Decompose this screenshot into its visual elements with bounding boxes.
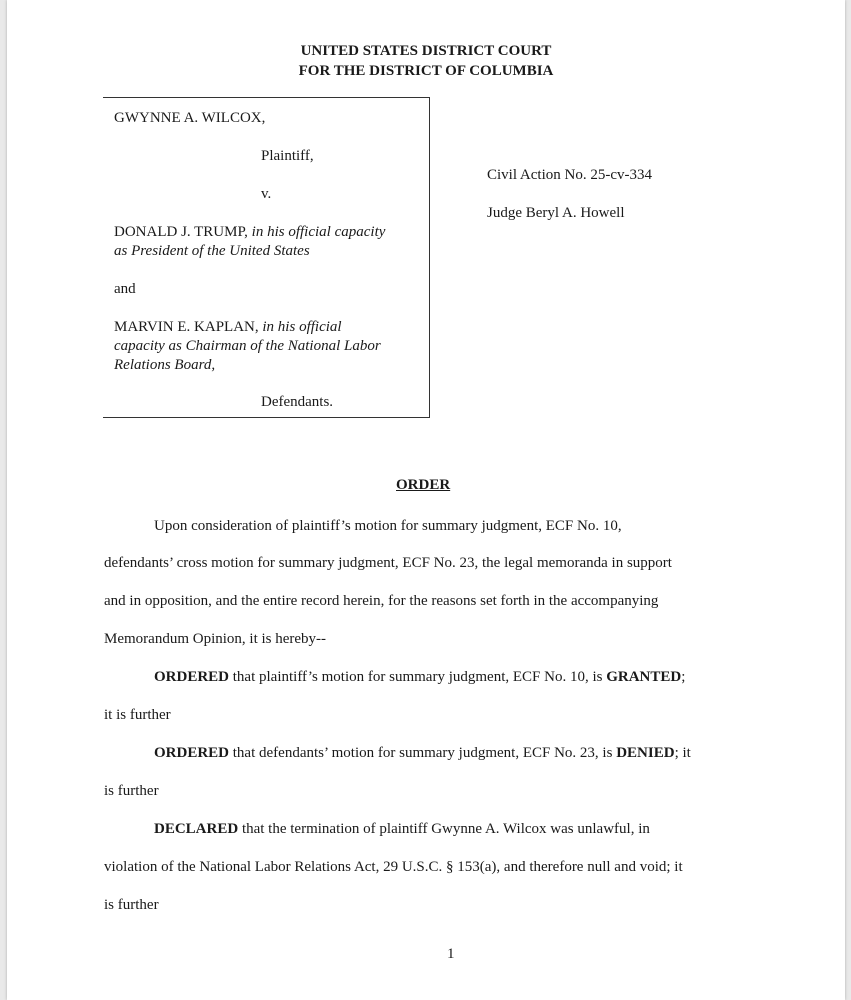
intro-line-1: Upon consideration of plaintiff’s motion for summary judgment, ECF No. 10,	[154, 518, 622, 534]
defendant1-name: DONALD J. TRUMP,	[114, 224, 248, 240]
intro-line-3: and in opposition, and the entire record herein, for the reasons set forth in the accompanying	[104, 593, 659, 609]
order-heading: ORDER	[396, 477, 451, 493]
order-paragraph-1	[154, 667, 685, 687]
intro-line-2: defendants’ cross motion for summary judgment, ECF No. 23, the legal memoranda in support	[104, 555, 672, 571]
civil-action-number: Civil Action No. 25-cv-334	[487, 167, 652, 183]
and-label: and	[114, 281, 136, 297]
court-name-line1: UNITED STATES DISTRICT COURT	[300, 43, 552, 59]
defendant1-line1	[114, 223, 385, 242]
p3-continuation: is further	[104, 897, 159, 913]
defendant2-line3	[114, 356, 215, 375]
p1-end: ;	[681, 669, 686, 685]
declared-keyword: DECLARED	[154, 821, 239, 837]
p1-text: that plaintiff’s motion for summary judgment, ECF No. 10, is	[229, 669, 607, 685]
defendant1-capacity-a: in his official capacity	[251, 224, 386, 240]
defendant2-capacity-b: capacity as Chairman of the National Labor	[114, 338, 381, 354]
defendant2-capacity-a: in his official	[262, 319, 342, 335]
court-name-line2: FOR THE DISTRICT OF COLUMBIA	[298, 63, 554, 79]
defendants-label: Defendants.	[261, 394, 334, 410]
judge-name: Judge Beryl A. Howell	[487, 205, 625, 221]
p2-end: ; it	[674, 745, 691, 761]
p2-text: that defendants’ motion for summary judgment, ECF No. 23, is	[229, 745, 617, 761]
p3-line-2: violation of the National Labor Relations Act, 29 U.S.C. § 153(a), and therefore null and void; it	[104, 859, 683, 875]
order-paragraph-2	[154, 743, 691, 763]
p1-continuation: it is further	[104, 707, 171, 723]
granted-keyword: GRANTED	[606, 669, 682, 685]
defendant2-line2	[114, 337, 381, 356]
ordered-keyword-2: ORDERED	[154, 745, 230, 761]
p3-text: that the termination of plaintiff Gwynne A. Wilcox was unlawful, in	[238, 821, 650, 837]
denied-keyword: DENIED	[616, 745, 675, 761]
intro-line-4: Memorandum Opinion, it is hereby--	[104, 631, 327, 647]
plaintiff-name: GWYNNE A. WILCOX,	[114, 110, 266, 126]
page-number: 1	[447, 946, 455, 962]
defendant1-line2	[114, 242, 310, 261]
defendant2-capacity-c: Relations Board,	[114, 357, 216, 373]
order-paragraph-3	[154, 819, 650, 839]
p2-continuation: is further	[104, 783, 159, 799]
defendant2-name: MARVIN E. KAPLAN,	[114, 319, 259, 335]
versus-label: v.	[261, 186, 272, 202]
defendant2-line1	[114, 318, 342, 337]
document-page	[7, 0, 845, 1000]
ordered-keyword-1: ORDERED	[154, 669, 230, 685]
defendant1-capacity-b: as President of the United States	[114, 243, 310, 259]
plaintiff-label: Plaintiff,	[261, 148, 314, 164]
